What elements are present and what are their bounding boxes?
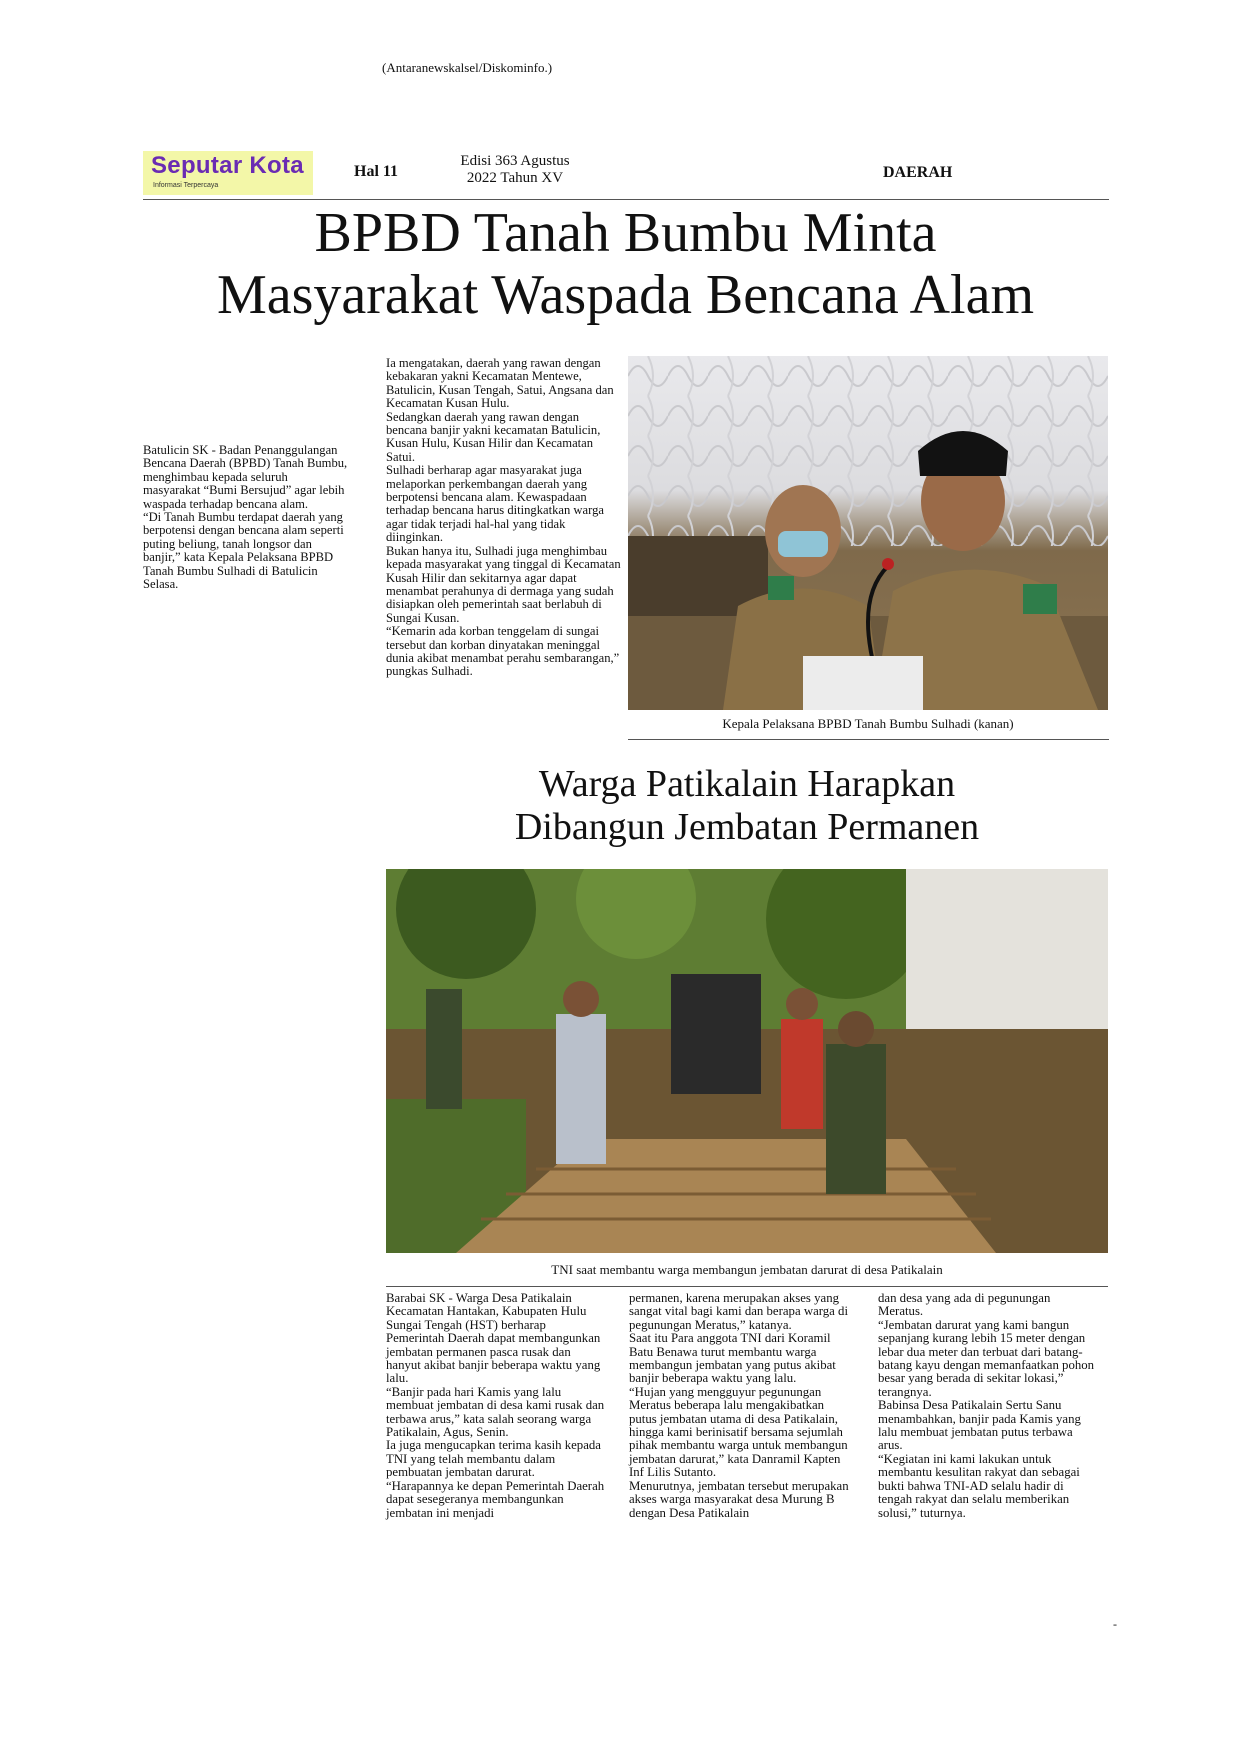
paragraph: dan desa yang ada di pegunungan Meratus. [878, 1291, 1051, 1319]
article2-column-2 [629, 1292, 849, 1520]
article2-photo [386, 869, 1108, 1253]
newspaper-logo [143, 151, 313, 195]
photo-credit: (Antaranewskalsel/Diskominfo.) [382, 60, 553, 75]
article1-photo [628, 356, 1108, 710]
paragraph: “Hujan yang mengguyur pegunungan Meratus beberapa lalu mengakibatkan putus jembatan utama di desa Patikalain, hingga kami berinisatif bersama sejumlah pihak membantu warga untuk membangun jembatan darurat,” kata Danramil Kapten Inf Lilis Sutanto. [629, 1384, 848, 1480]
article1-headline-line-1: BPBD Tanah Bumbu Minta [314, 202, 937, 264]
paragraph: Ia juga mengucapkan terima kasih kepada TNI yang telah membantu dalam pembuatan jembatan darurat. [386, 1438, 601, 1480]
article1-rule [628, 739, 1109, 740]
paragraph: Sulhadi berharap agar masyarakat juga melaporkan perkembangan daerah yang berpotensi bencana alam. Kewaspadaan terhadap bencana harus ditingkatkan warga agar tidak terjadi hal-hal yang tidak diinginkan. [386, 463, 604, 545]
masthead-rule [143, 199, 1109, 200]
paragraph: “Harapannya ke depan Pemerintah Daerah dapat sesegeranya membangunkan jembatan ini menjadi [386, 1478, 605, 1520]
article1-column-1 [143, 444, 348, 591]
paragraph: “Kemarin ada korban tenggelam di sungai tersebut dan korban dinyatakan meninggal dunia akibat menambat perahu sembarangan,” pungkas Sulhadi. [386, 624, 620, 679]
paragraph: Barabai SK - Warga Desa Patikalain Kecamatan Hantakan, Kabupaten Hulu Sungai Tengah (HST) berharap Pemerintah Daerah dapat membangunkan jembatan permanen pasca rusak dan hanyut akibat banjir beberapa waktu yang lalu. [386, 1291, 601, 1386]
article1-headline [143, 202, 1108, 326]
logo-tagline: Informasi Terpercaya [153, 182, 219, 189]
bridge-photo-illustration [386, 869, 1108, 1253]
logo-name: Seputar Kota [151, 152, 304, 179]
paragraph: Babinsa Desa Patikalain Sertu Sanu menambahkan, banjir pada Kamis yang lalu membuat jembatan putus terbawa arus. [878, 1398, 1081, 1453]
paragraph: Bukan hanya itu, Sulhadi juga menghimbau kepada masyarakat yang tinggal di Kecamatan Kusah Hilir dan sekitarnya agar dapat menambat perahunya di dermaga yang sudah disiapkan oleh pemerintah saat berlabuh di Sungai Kusan. [386, 543, 621, 625]
paragraph: Ia mengatakan, daerah yang rawan dengan kebakaran yakni Kecamatan Mentewe, Batulicin, Kusan Tengah, Satui, Angsana dan Kecamatan Kusan Hulu. [386, 356, 614, 411]
page-number: Hal 11 [354, 163, 399, 180]
article1-caption: Kepala Pelaksana BPBD Tanah Bumbu Sulhadi (kanan) [722, 716, 1014, 731]
article1-column-2 [386, 357, 621, 679]
paragraph: “Jembatan darurat yang kami bangun sepanjang kurang lebih 15 meter dengan lebar dua meter dan terbuat dari batang-batang kayu dengan memanfaatkan pohon besar yang berada di sekitar lokasi,” terangnya. [878, 1317, 1095, 1399]
edition-line-2: 2022 Tahun XV [466, 170, 564, 186]
paragraph: “Di Tanah Bumbu terdapat daerah yang berpotensi dengan bencana alam seperti puting beliung, tanah longsor dan banjir,” kata Kepala Pelaksana BPBD Tanah Bumbu Sulhadi di Batulicin Selasa. [143, 510, 344, 592]
paragraph: “Banjir pada hari Kamis yang lalu membuat jembatan di desa kami rusak dan terbawa arus,” kata salah seorang warga Patikalain, Agus, Senin. [386, 1384, 605, 1440]
article2-column-1 [386, 1292, 606, 1520]
paragraph: Sedangkan daerah yang rawan dengan bencana banjir yakni kecamatan Batulicin, Kusan Hulu, Kusan Hilir dan Kecamatan Satui. [386, 409, 601, 464]
section-label: DAERAH [883, 164, 953, 181]
article2-headline-line-1: Warga Patikalain Harapkan [538, 763, 956, 805]
paragraph: “Kegiatan ini kami lakukan untuk membantu kesulitan rakyat dan sebagai bukti bahwa TNI-AD selalu hadir di tengah rakyat dan selalu memberikan solusi,” tuturnya. [878, 1451, 1080, 1520]
paragraph: Batulicin SK - Badan Penanggulangan Bencana Daerah (BPBD) Tanah Bumbu, menghimbau kepada seluruh masyarakat “Bumi Bersujud” agar lebih waspada terhadap bencana alam. [143, 443, 348, 511]
article2-column-3 [878, 1292, 1098, 1520]
article2-headline-line-2: Dibangun Jembatan Permanen [514, 806, 980, 848]
edition-info [440, 153, 590, 187]
article1-headline-line-2: Masyarakat Waspada Bencana Alam [216, 264, 1035, 326]
page-end-mark: - [1113, 1617, 1117, 1631]
paragraph: permanen, karena merupakan akses yang sangat vital bagi kami dan berapa warga di pegunungan Meratus,” katanya. [629, 1291, 849, 1332]
article2-caption: TNI saat membantu warga membangun jembatan darurat di desa Patikalain [551, 1262, 943, 1277]
edition-line-1: Edisi 363 Agustus [460, 153, 570, 169]
paragraph: Menurutnya, jembatan tersebut merupakan akses warga masyarakat desa Murung B dengan Desa Patikalain [629, 1478, 849, 1520]
paragraph: Saat itu Para anggota TNI dari Koramil Batu Benawa turut membantu warga membangun jembatan yang putus akibat banjir beberapa waktu yang lalu. [629, 1331, 836, 1386]
officials-photo-illustration [628, 356, 1108, 710]
article2-headline [386, 763, 1108, 849]
article2-rule [386, 1286, 1108, 1287]
